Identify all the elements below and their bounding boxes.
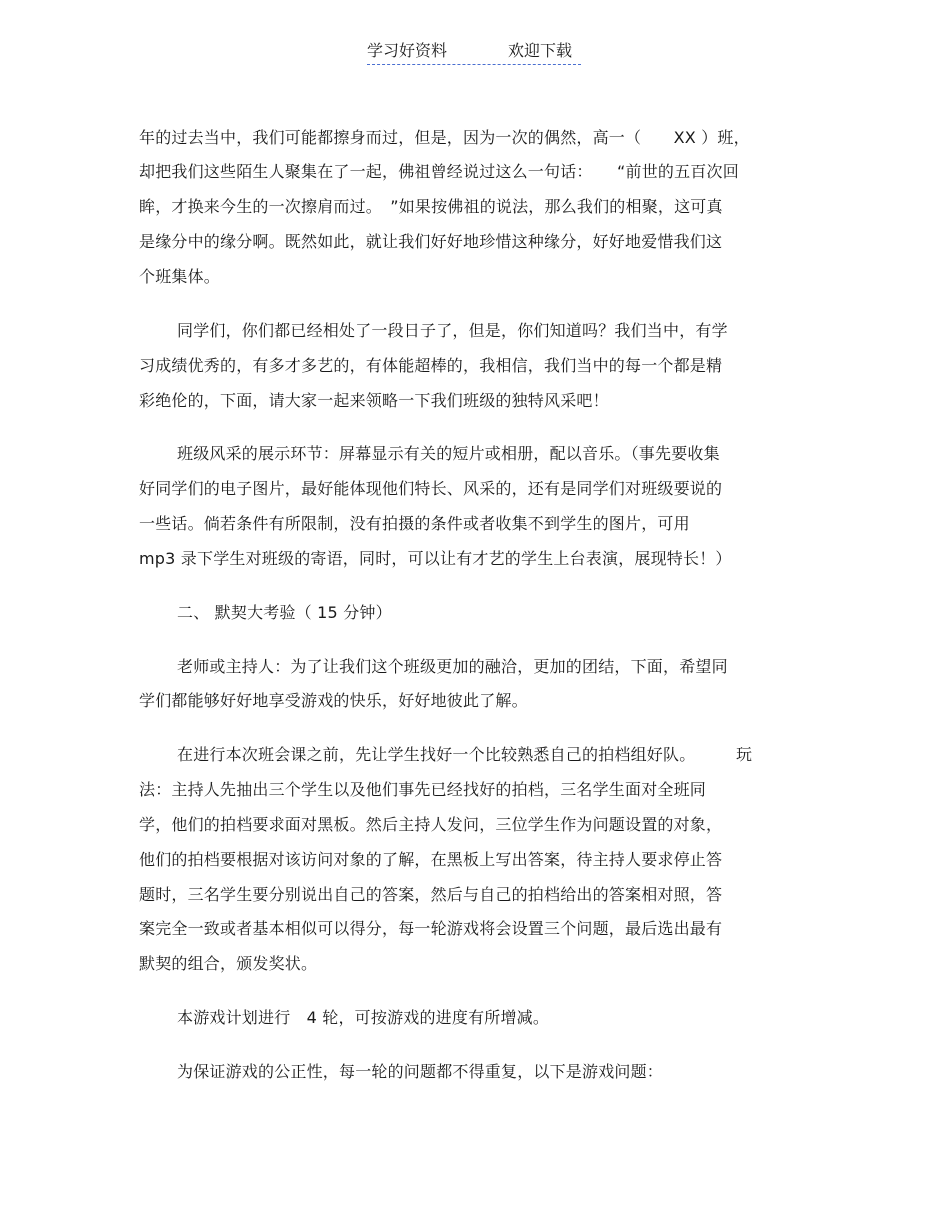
- text-line: 习成绩优秀的，有多才多艺的，有体能超棒的，我相信，我们当中的每一个都是精: [139, 356, 723, 375]
- text-line: 班级风采的展示环节：屏幕显示有关的短片或相册，配以音乐。（事先要收集: [177, 444, 720, 463]
- text-line: 个班集体。: [139, 267, 221, 286]
- text-line: 好同学们的电子图片，最好能体现他们特长、风采的，还有是同学们对班级要说的: [139, 479, 723, 498]
- text-line: 他们的拍档要根据对该访问对象的了解，在黑板上写出答案，待主持人要求停止答: [139, 850, 723, 869]
- header-right-text: 欢迎下载: [508, 41, 573, 60]
- text-line: 年的过去当中，我们可能都擦身而过，但是，因为一次的偶然，高一（ XX ）班，: [139, 128, 750, 147]
- text-line: 是缘分中的缘分啊。既然如此，就让我们好好地珍惜这种缘分，好好地爱惜我们这: [139, 232, 723, 251]
- text-line: 学，他们的拍档要求面对黑板。然后主持人发问，三位学生作为问题设置的对象，: [139, 815, 723, 834]
- section-heading: 二、 默契大考验（ 15 分钟）: [177, 603, 392, 622]
- text-line: 却把我们这些陌生人聚集在了一起，佛祖曾经说过这么一句话： “前世的五百次回: [139, 162, 739, 181]
- text-line: 案完全一致或者基本相似可以得分，每一轮游戏将会设置三个问题，最后选出最有: [139, 919, 723, 938]
- header-left-text: 学习好资料: [367, 41, 448, 60]
- text-line: 本游戏计划进行 4 轮，可按游戏的进度有所增减。: [177, 1008, 550, 1027]
- text-line: 学们都能够好好地享受游戏的快乐，好好地彼此了解。: [139, 691, 528, 710]
- text-line: 同学们，你们都已经相处了一段日子了，但是，你们知道吗？我们当中，有学: [177, 321, 728, 340]
- text-line: 老师或主持人：为了让我们这个班级更加的融洽，更加的团结，下面，希望同: [177, 657, 728, 676]
- text-line: 为保证游戏的公正性，每一轮的问题都不得重复，以下是游戏问题：: [177, 1062, 664, 1081]
- text-line: 题时，三名学生要分别说出自己的答案，然后与自己的拍档给出的答案相对照，答: [139, 885, 723, 904]
- text-line: 默契的组合，颁发奖状。: [139, 954, 318, 973]
- text-line: 一些话。倘若条件有所限制，没有拍摄的条件或者收集不到学生的图片，可用: [139, 514, 690, 533]
- text-line: 眸，才换来今生的一次擦肩而过。 ”如果按佛祖的说法，那么我们的相聚，这可真: [139, 197, 723, 216]
- text-line: mp3 录下学生对班级的寄语，同时，可以让有才艺的学生上台表演，展现特长！）: [139, 549, 732, 568]
- page-header: [367, 40, 581, 65]
- text-line: 彩绝伦的，下面，请大家一起来领略一下我们班级的独特风采吧！: [139, 391, 609, 410]
- text-line: 法：主持人先抽出三个学生以及他们事先已经找好的拍档，三名学生面对全班同: [139, 780, 707, 799]
- text-line: 在进行本次班会课之前，先让学生找好一个比较熟悉自己的拍档组好队。 玩: [177, 745, 753, 764]
